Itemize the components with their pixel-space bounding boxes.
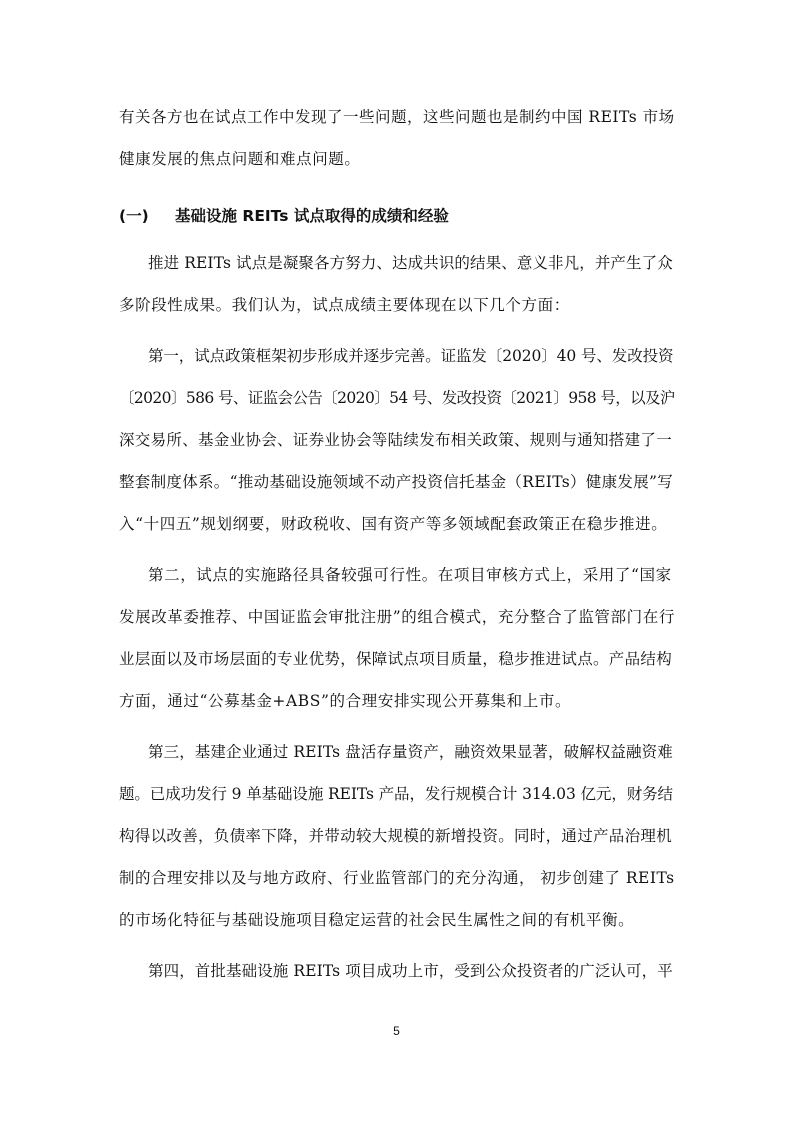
p3-line-1: 第二，试点的实施路径具备较强可行性。在项目审核方式上，采用了“国家 [148, 566, 672, 584]
p1-line-2: 多阶段性成果。我们认为，试点成绩主要体现在以下几个方面： [119, 296, 570, 314]
p1-line-1: 推进 REITs 试点是凝聚各方努力、达成共识的结果、意义非凡，并产生了众 [148, 254, 673, 272]
page-number: 5 [393, 1024, 400, 1038]
p4-line-1: 第三，基建企业通过 REITs 盘活存量资产，融资效果显著，破解权益融资难 [148, 743, 673, 761]
p2-line-4: 整套制度体系。“推动基础设施领域不动产投资信托基金（REITs）健康发展”写 [119, 473, 674, 491]
p2-line-3: 深交易所、基金业协会、证券业协会等陆续发布相关政策、规则与通知搭建了一 [119, 431, 673, 449]
p3-line-4: 方面，通过“公募基金+ABS”的合理安排实现公开募集和上市。 [119, 692, 572, 710]
section-number: (一) [119, 207, 149, 225]
section-heading [119, 205, 449, 227]
section-title: 基础设施 REITs 试点取得的成绩和经验 [175, 207, 449, 225]
p2-line-1: 第一，试点政策框架初步形成并逐步完善。证监发〔2020〕40 号、发改投资 [148, 347, 674, 365]
p2-line-5: 入“十四五”规划纲要，财政税收、国有资产等多领域配套政策正在稳步推进。 [119, 515, 668, 533]
p4-line-2: 题。已成功发行 9 单基础设施 REITs 产品，发行规模合计 314.03 亿元，财务结 [119, 785, 673, 803]
p4-line-3: 构得以改善，负债率下降，并带动较大规模的新增投资。同时，通过产品治理机 [119, 827, 673, 845]
intro-line-1: 有关各方也在试点工作中发现了一些问题，这些问题也是制约中国 REITs 市场 [119, 108, 675, 126]
p3-line-3: 业层面以及市场层面的专业优势，保障试点项目质量，稳步推进试点。产品结构 [119, 650, 673, 668]
intro-line-2: 健康发展的焦点问题和难点问题。 [119, 150, 361, 168]
p5-line-1: 第四，首批基础设施 REITs 项目成功上市，受到公众投资者的广泛认可，平 [148, 962, 673, 980]
p4-line-5: 的市场化特征与基础设施项目稳定运营的社会民生属性之间的有机平衡。 [119, 911, 635, 929]
p3-line-2: 发展改革委推荐、中国证监会审批注册”的组合模式，充分整合了监管部门在行 [119, 608, 675, 626]
p4-line-4: 制的合理安排以及与地方政府、行业监管部门的充分沟通， 初步创建了 REITs [119, 869, 675, 887]
p2-line-2: 〔2020〕586 号、证监会公告〔2020〕54 号、发改投资〔2021〕958 号，以及沪 [119, 389, 675, 407]
